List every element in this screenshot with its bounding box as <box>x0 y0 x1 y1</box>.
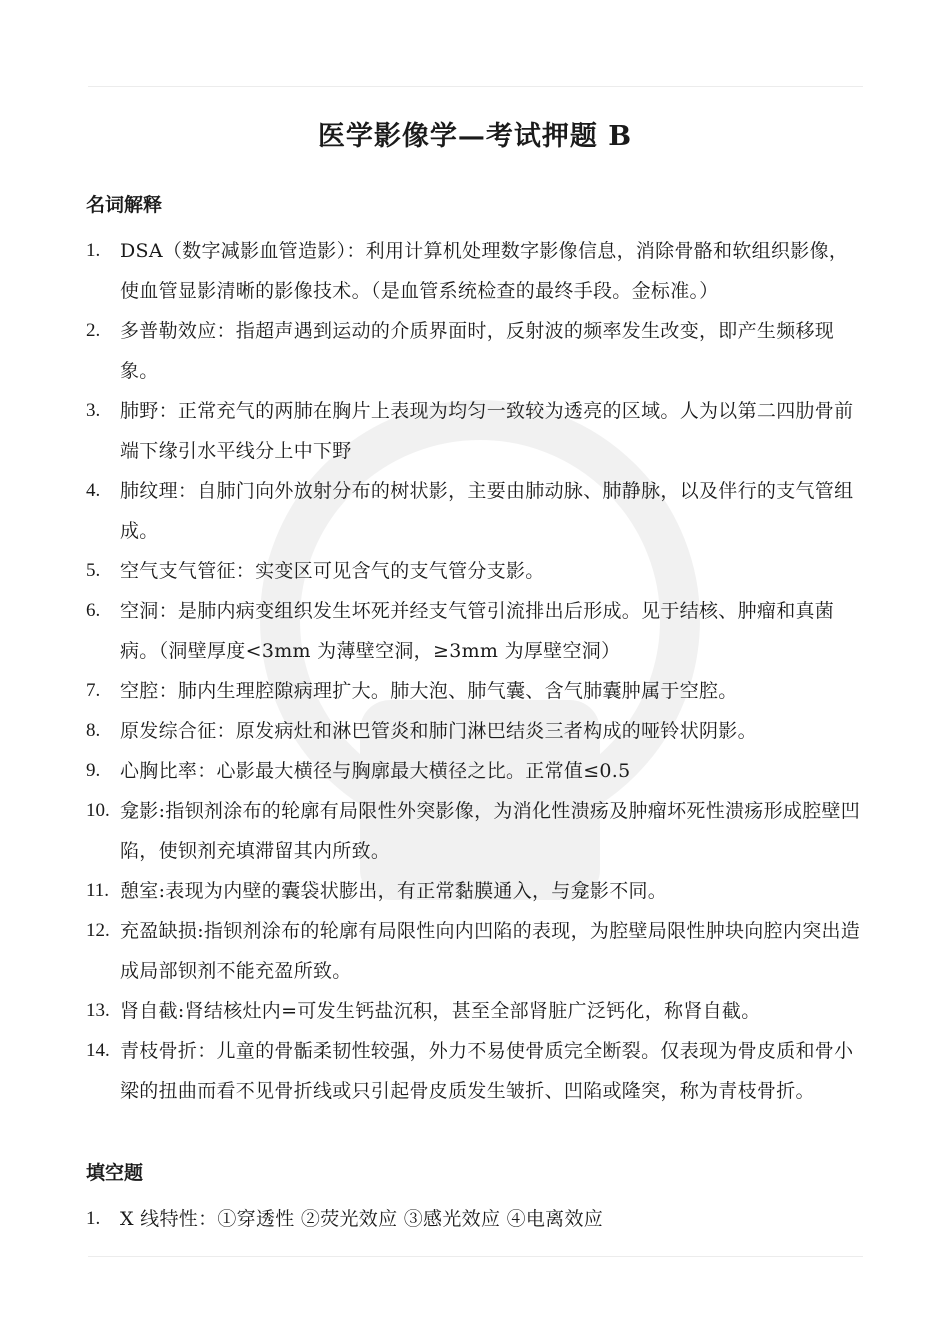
item-number: 7. <box>86 680 101 701</box>
list-item <box>86 391 861 471</box>
item-number: 1. <box>86 240 101 261</box>
list-item <box>86 791 861 871</box>
item-text: 原发综合征：原发病灶和淋巴管炎和肺门淋巴结炎三者构成的哑铃状阴影。 <box>120 720 757 742</box>
item-number: 12. <box>86 920 110 941</box>
fill-in-list <box>86 1199 861 1239</box>
item-number: 6. <box>86 600 101 621</box>
item-text: X 线特性：①穿透性 ②荧光效应 ③感光效应 ④电离效应 <box>120 1208 604 1230</box>
top-divider <box>88 86 863 87</box>
item-text: 青枝骨折：儿童的骨骺柔韧性较强，外力不易使骨质完全断裂。仅表现为骨皮质和骨小梁的扭曲而看不见骨折线或只引起骨皮质发生皱折、凹陷或隆突，称为青枝骨折。 <box>120 1040 854 1102</box>
item-text: 心胸比率：心影最大横径与胸廓最大横径之比。正常值≤0.5 <box>120 760 631 782</box>
item-text: 憩室:表现为内壁的囊袋状膨出，有正常黏膜通入，与龛影不同。 <box>120 880 668 902</box>
list-item <box>86 991 861 1031</box>
item-number: 9. <box>86 760 101 781</box>
item-number: 2. <box>86 320 101 341</box>
item-text: 充盈缺损:指钡剂涂布的轮廓有局限性向内凹陷的表现，为腔壁局限性肿块向腔内突出造成局部钡剂不能充盈所致。 <box>120 920 861 982</box>
item-number: 1. <box>86 1208 101 1229</box>
terms-list <box>86 231 861 1111</box>
item-number: 8. <box>86 720 101 741</box>
item-text: 肾自截:肾结核灶内=可发生钙盐沉积，甚至全部肾脏广泛钙化，称肾自截。 <box>120 1000 761 1022</box>
list-item <box>86 551 861 591</box>
list-item <box>86 751 861 791</box>
item-number: 11. <box>86 880 110 901</box>
section-heading-terms: 名词解释 <box>86 194 163 216</box>
item-text: 空气支气管征：实变区可见含气的支气管分支影。 <box>120 560 545 582</box>
section-heading-fill-in: 填空题 <box>86 1162 144 1184</box>
item-number: 10. <box>86 800 110 821</box>
list-item <box>86 311 861 391</box>
list-item <box>86 1199 861 1239</box>
item-text: 肺野：正常充气的两肺在胸片上表现为均匀一致较为透亮的区域。人为以第二四肋骨前端下缘引水平线分上中下野 <box>120 400 854 462</box>
list-item <box>86 471 861 551</box>
bottom-divider <box>88 1256 863 1257</box>
list-item <box>86 871 861 911</box>
item-text: 多普勒效应：指超声遇到运动的介质界面时，反射波的频率发生改变，即产生频移现象。 <box>120 320 835 382</box>
list-item <box>86 911 861 991</box>
item-text: 空洞：是肺内病变组织发生坏死并经支气管引流排出后形成。见于结核、肿瘤和真菌病。（洞壁厚度<3mm 为薄壁空洞，≥3mm 为厚壁空洞） <box>120 600 835 662</box>
list-item <box>86 671 861 711</box>
item-text: DSA（数字减影血管造影）：利用计算机处理数字影像信息，消除骨骼和软组织影像，使血管显影清晰的影像技术。（是血管系统检查的最终手段。金标准。） <box>120 240 849 302</box>
item-number: 5. <box>86 560 101 581</box>
item-text: 肺纹理：自肺门向外放射分布的树状影，主要由肺动脉、肺静脉，以及伴行的支气管组成。 <box>120 480 854 542</box>
item-number: 4. <box>86 480 101 501</box>
document-title: 医学影像学—考试押题 B <box>317 121 633 152</box>
list-item <box>86 591 861 671</box>
item-number: 13. <box>86 1000 110 1021</box>
list-item <box>86 711 861 751</box>
item-text: 龛影:指钡剂涂布的轮廓有局限性外突影像，为消化性溃疡及肿瘤坏死性溃疡形成腔壁凹陷，使钡剂充填滞留其内所致。 <box>120 800 861 862</box>
item-number: 3. <box>86 400 101 421</box>
item-text: 空腔：肺内生理腔隙病理扩大。肺大泡、肺气囊、含气肺囊肿属于空腔。 <box>120 680 738 702</box>
list-item <box>86 1031 861 1111</box>
list-item <box>86 231 861 311</box>
item-number: 14. <box>86 1040 110 1061</box>
